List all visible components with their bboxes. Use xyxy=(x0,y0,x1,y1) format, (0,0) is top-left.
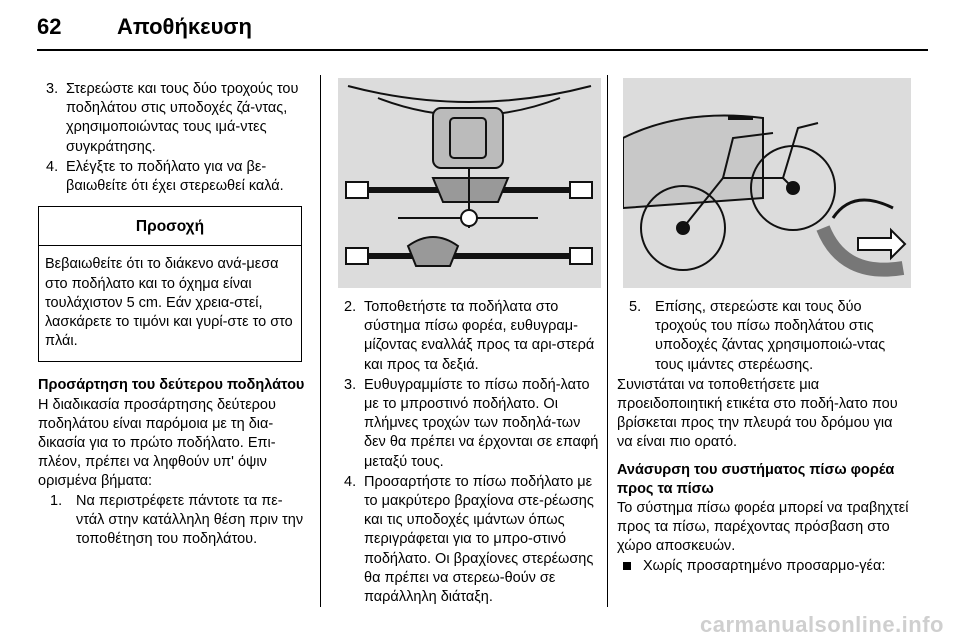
paragraph: Συνιστάται να τοποθετήσετε μια προειδοποιητική ετικέτα στο ποδή-λατο που βρίσκεται προς την πλευρά του δρόμου για να είναι πιο ορατό. xyxy=(617,376,898,451)
step-number: 5. xyxy=(629,299,642,315)
step-item xyxy=(617,298,912,375)
watermark: carmanualsonline.info xyxy=(700,612,944,637)
column-1 xyxy=(38,80,308,550)
page-title: Αποθήκευση xyxy=(117,14,252,39)
bike-carrier-top-view-illustration xyxy=(338,78,601,288)
step-text: Να περιστρέφετε πάντοτε τα πε-ντάλ στην κατάλληλη θέση πριν την τοποθέτηση του ποδηλάτου. xyxy=(76,492,304,548)
bike-carrier-top-view-figure xyxy=(338,78,601,288)
section-heading: Προσάρτηση του δεύτερου ποδηλάτου xyxy=(38,377,305,394)
column-2 xyxy=(336,298,606,608)
step-item xyxy=(336,298,606,375)
step-number: 2. xyxy=(344,299,357,315)
step-number: 3. xyxy=(344,376,357,393)
step-text: Προσαρτήστε το πίσω ποδήλατο με το μακρύτερο βραχίονα στε-ρέωσης και τις υποδοχές ιμάντων όπως περιγράφεται για το μπρο-στινό ποδήλατο. Οι βραχίονες στερέωσης θα πρέπει να στερεω-θούν σε παράλληλη διάταξη. xyxy=(364,473,594,606)
step-text: Επίσης, στερεώστε και τους δύο τροχούς του πίσω ποδηλάτου στις υποδοχές ζάντας χρησιμοποιώ-ντας τους ιμάντες στερέωσης. xyxy=(655,299,886,373)
warning-box xyxy=(38,206,302,362)
paragraph: Η διαδικασία προσάρτησης δεύτερου ποδηλάτου είναι παρόμοια με τη δια-δικασία για το πρώτο ποδήλατο. Επι-πλέον, πρέπει να ληφθούν υπ' όψιν ορισμένα βήματα: xyxy=(38,396,276,490)
paragraph: Το σύστημα πίσω φορέα μπορεί να τραβηχτεί προς τα πίσω, παρέχοντας πρόσβαση στο χώρο αποσκευών. xyxy=(617,500,909,555)
step-item xyxy=(336,473,606,607)
step-item xyxy=(38,158,308,196)
step-text: Ευθυγραμμίστε το πίσω ποδή-λατο με το μπροστινό ποδήλατο. Οι πλήμνες τροχών των ποδηλά-των δεν θα πρέπει να έρχονται σε επαφή μεταξύ τους. xyxy=(364,376,599,470)
step-text: Τοποθετήστε τα ποδήλατα στο σύστημα πίσω φορέα, ευθυγραμ-μίζοντας εναλλάξ προς τα αρι-στερά και προς τα δεξιά. xyxy=(364,299,595,373)
bullet-item xyxy=(617,557,912,576)
column-divider-2 xyxy=(607,75,608,607)
bullet-square-icon xyxy=(623,562,631,570)
warning-text: Βεβαιωθείτε ότι το διάκενο ανά-μεσα στο ποδήλατο και το όχημα είναι τουλάχιστον 5 cm. Εάν χρεια-στεί, λασκάρετε το τιμόνι και γυρί-στε το στο πλάι. xyxy=(45,256,293,350)
step-number: 4. xyxy=(46,158,59,175)
bullet-text: Χωρίς προσαρτημένο προσαρμο-γέα: xyxy=(643,557,886,574)
step-number: 1. xyxy=(50,492,63,509)
step-text: Ελέγξτε το ποδήλατο για να βε-βαιωθείτε ότι έχει στερεωθεί καλά. xyxy=(66,158,284,195)
step-item xyxy=(38,80,308,157)
step-item xyxy=(38,492,308,550)
column-3 xyxy=(617,298,912,576)
column-divider-1 xyxy=(320,75,321,607)
header-rule xyxy=(37,49,928,51)
page-number: 62 xyxy=(37,14,62,39)
section-heading: Ανάσυρση του συστήματος πίσω φορέα προς τα πίσω xyxy=(617,461,895,497)
step-number: 3. xyxy=(46,81,59,97)
step-text: Στερεώστε και τους δύο τροχούς του ποδηλάτου στις υποδοχές ζά-ντας, χρησιμοποιώντας τους ιμά-ντες συγκράτησης. xyxy=(66,81,299,155)
bike-wheel-strap-figure xyxy=(623,78,911,288)
warning-title: Προσοχή xyxy=(39,207,301,246)
step-item xyxy=(336,376,606,472)
page-header xyxy=(37,6,927,46)
step-number: 4. xyxy=(344,473,357,490)
bike-wheel-strap-illustration xyxy=(623,78,911,288)
